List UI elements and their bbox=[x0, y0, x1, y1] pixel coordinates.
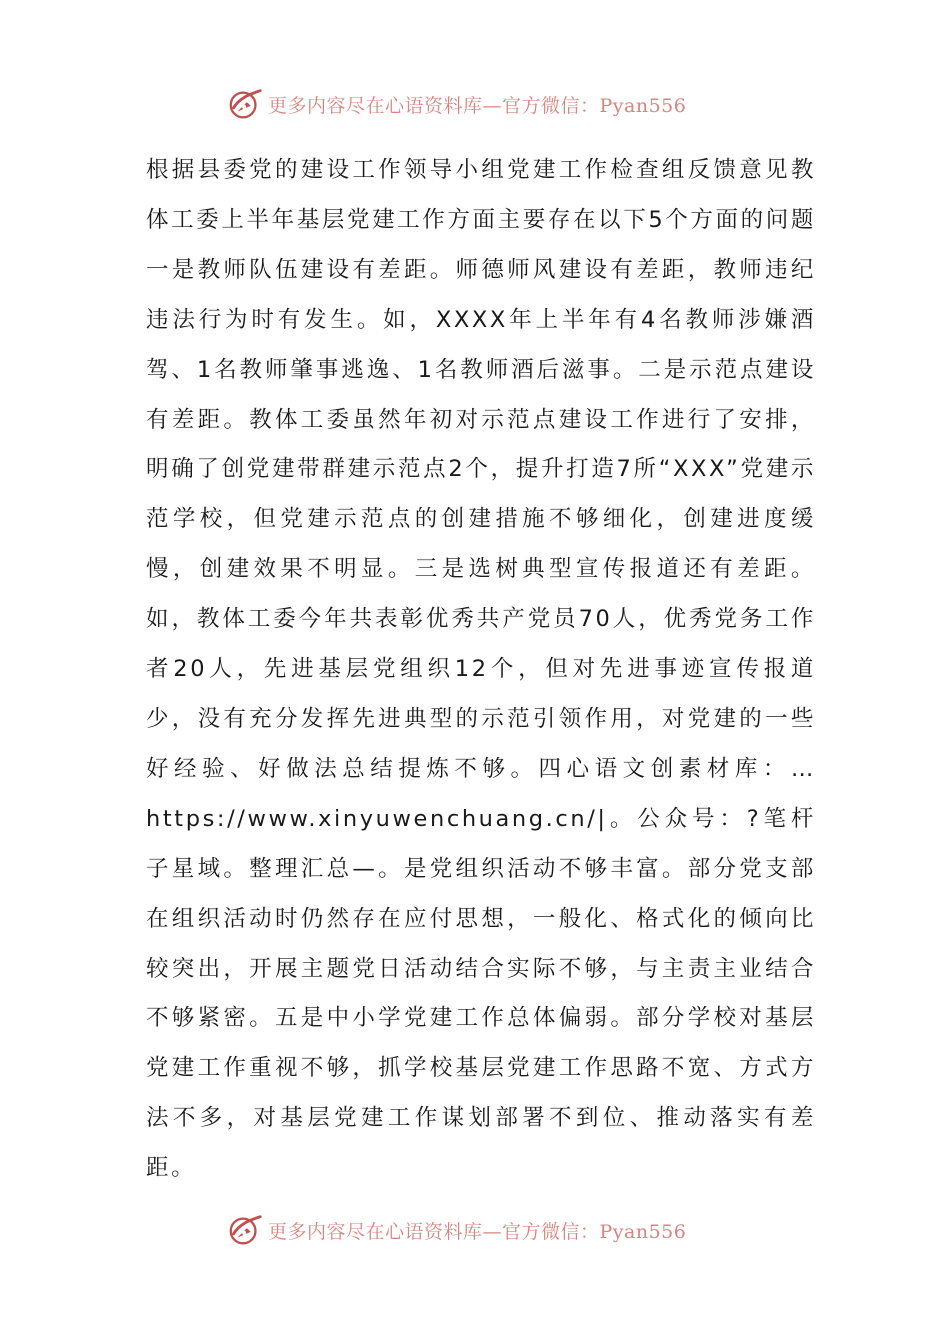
footer-banner-text: 更多内容尽在心语资料库—官方微信：Pyan556 bbox=[268, 1220, 687, 1243]
pen-nib-circle-logo-icon bbox=[226, 1211, 264, 1249]
pen-nib-circle-logo-icon bbox=[226, 85, 264, 123]
footer-banner bbox=[226, 1210, 686, 1250]
header-banner-text: 更多内容尽在心语资料库—官方微信：Pyan556 bbox=[268, 94, 687, 117]
body-paragraph: 根据县委党的建设工作领导小组党建工作检查组反馈意见教体工委上半年基层党建工作方面主要存在以下5个方面的问题一是教师队伍建设有差距。师德师风建设有差距，教师违纪违法行为时有发生。如，XXXX年上半年有4名教师涉嫌酒驾、1名教师肇事逃逸、1名教师酒后滋事。二是示范点建设有差距。教体工委虽然年初对示范点建设工作进行了安排，明确了创党建带群建示范点2个，提升打造7所“XXX”党建示范学校，但党建示范点的创建措施不够细化，创建进度缓慢，创建效果不明显。三是选树典型宣传报道还有差距。如，教体工委今年共表彰优秀共产党员70人，优秀党务工作者20人，先进基层党组织12个，但对先进事迹宣传报道少，没有充分发挥先进典型的示范引领作用，对党建的一些好经验、好做法总结提炼不够。四心语文创素材库：…https://www.xinyuwenchuang.cn/|。公众号：?笔杆子星域。整理汇总—。是党组织活动不够丰富。部分党支部在组织活动时仍然存在应付思想，一般化、格式化的倾向比较突出，开展主题党日活动结合实际不够，与主责主业结合不够紧密。五是中小学党建工作总体偏弱。部分学校对基层党建工作重视不够，抓学校基层党建工作思路不宽、方式方法不多，对基层党建工作谋划部署不到位、推动落实有差距。 bbox=[146, 157, 816, 1182]
header-banner bbox=[226, 84, 686, 124]
